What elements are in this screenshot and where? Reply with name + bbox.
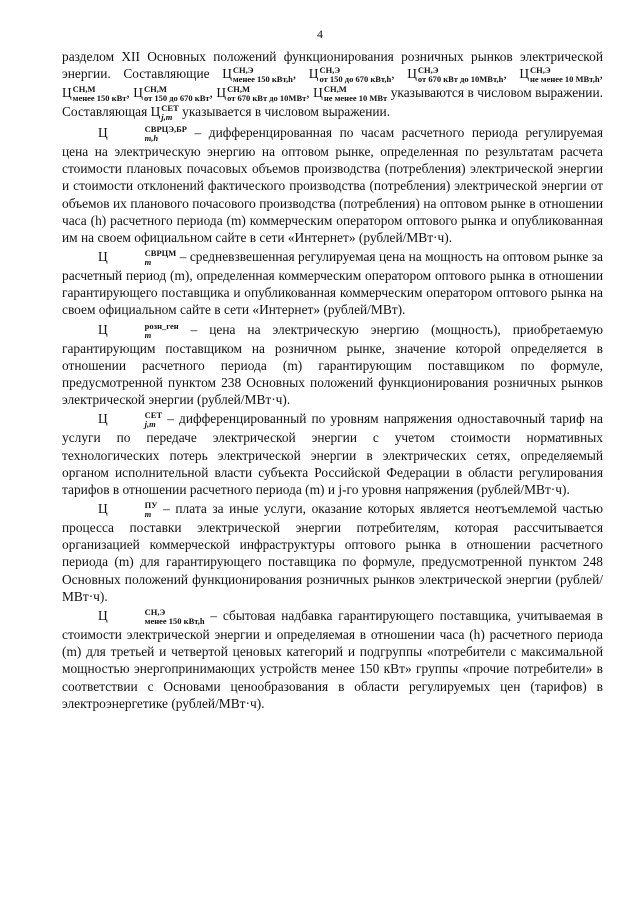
document-body	[62, 48, 603, 714]
definition-other-services-fee: Ц ПУ m – плата за иные услуги, оказание которых является неотъемлемой частью процесса поставки электрической энергии потребителям, которая рассчитывается организацией коммерческой инфраструктуры оптового рынка в отношении расчетного периода (m) для гарантирующего поставщика по формуле, предусмотренной пунктом 248 Основных положений функционирования розничных рынков электрической энергии (рублей/МВт·ч).	[62, 500, 603, 604]
tariff-symbol: Ц СН,М не менее 10 МВт	[313, 84, 388, 104]
paragraph-text: разделом XII Основных положений функционирования розничных рынков электрической энергии. Составляющие	[62, 49, 603, 82]
tariff-symbol: Ц СВРЦЭ,БР m,h	[98, 123, 187, 143]
definition-capacity-price: Ц СВРЦМ m – средневзвешенная регулируемая цена на мощность на оптовом рынке за расчетный период (m), определенная коммерческим оператором оптового рынка в отношении гарантирующего поставщика и опубликованная коммерческим оператором оптового рынка на своем официальном сайте в сети «Интернет» (рублей/МВт).	[62, 248, 603, 318]
tariff-symbol: Ц розн_ген m	[98, 320, 179, 340]
tariff-symbol: Ц СН,М менее 150 кВт	[62, 84, 127, 104]
definition-retail-price: Ц розн_ген m – цена на электрическую энергию (мощность), приобретаемую гарантирующим поставщиком на розничном рынке, значение которой определяется в отношении расчетного периода (m) гарантирующим поставщиком по формуле, предусмотренной пунктом 238 Основных положений функционирования розничных рынков электрической энергии (рублей/МВт·ч).	[62, 320, 603, 408]
tariff-symbol: Ц СН,Э от 670 кВт до 10МВт,h	[407, 65, 504, 85]
tariff-symbol: Ц СН,М от 670 кВт до 10МВт	[216, 84, 307, 104]
definition-transmission-tariff: Ц СЕТ j,m – дифференцированный по уровням напряжения одноставочный тариф на услуги по передаче электрической энергии с учетом стоимости нормативных технологических потерь электрической энергии в электрических сетях, определяемый органом исполнительной власти субъекта Российской Федерации в области регулирования тарифов в отношении расчетного периода (m) и j-го уровня напряжения (рублей/МВт·ч).	[62, 410, 603, 497]
tariff-symbol: Ц СН,Э не менее 10 МВт,h	[519, 65, 600, 85]
tariff-symbol: Ц СН,М от 150 до 670 кВт	[133, 84, 210, 104]
definition-wholesale-price: Ц СВРЦЭ,БР m,h – дифференцированная по часам расчетного периода регулируемая цена на электрическую энергию на оптовом рынке, определенная по результатам расчета стоимости плановых почасовых объемов производства (потребления) электрической энергии и стоимости отклонений фактического производства (потребления) электрической энергии от объемов их планового почасового производства (потребления) на оптовом рынке в отношении часа (h) расчетного периода (m) коммерческим оператором оптового рынка и опубликованная им на своем официальном сайте в сети «Интернет» (рублей/МВт·ч).	[62, 123, 603, 245]
paragraph-text: указывается в числовом выражении.	[182, 104, 391, 120]
paragraph-components: разделом XII Основных положений функционирования розничных рынков электрической энергии. Составляющие Ц СН,Э менее 150 кВт,h , Ц СН,Э от 150 до 670 кВт,h , Ц СН,Э от 670 кВт до 10МВт,h , Ц СН,Э не менее 10 МВт,h , Ц СН,М менее 150 кВт , Ц СН,М от 150 до 670 кВт , Ц СН,М от 670 кВт до 10МВт , Ц СН,М не менее 10 МВт указываются в числовом выражении. Составляющая Ц СЕТ j,m указывается в числовом выражении.	[62, 49, 603, 122]
tariff-symbol: Ц ПУ m	[98, 500, 158, 520]
page-number: 4	[317, 27, 323, 41]
tariff-symbol: Ц СН,Э менее 150 кВт,h	[222, 65, 293, 85]
tariff-symbol: Ц СВРЦМ m	[98, 248, 177, 268]
tariff-symbol: Ц СЕТ j,m	[150, 102, 179, 122]
paragraph-text: указываются в числовом выражении. Составляющая	[62, 85, 603, 120]
tariff-symbol: Ц СН,Э от 150 до 670 кВт,h	[308, 65, 392, 85]
tariff-symbol: Ц СН,Э менее 150 кВт,h	[98, 606, 205, 626]
definition-sales-markup: Ц СН,Э менее 150 кВт,h – сбытовая надбавка гарантирующего поставщика, учитываемая в стоимости электрической энергии и определяемая в отношении часа (h) расчетного периода (m) для третьей и четвертой ценовых категорий и подгруппы «потребители с максимальной мощностью энергопринимающих устройств менее 150 кВт» группы «прочие потребители» в соответствии с Основами ценообразования в области регулируемых цен (тарифов) в электроэнергетике (рублей/МВт·ч).	[62, 606, 603, 711]
tariff-symbol: Ц СЕТ j,m	[98, 410, 163, 430]
